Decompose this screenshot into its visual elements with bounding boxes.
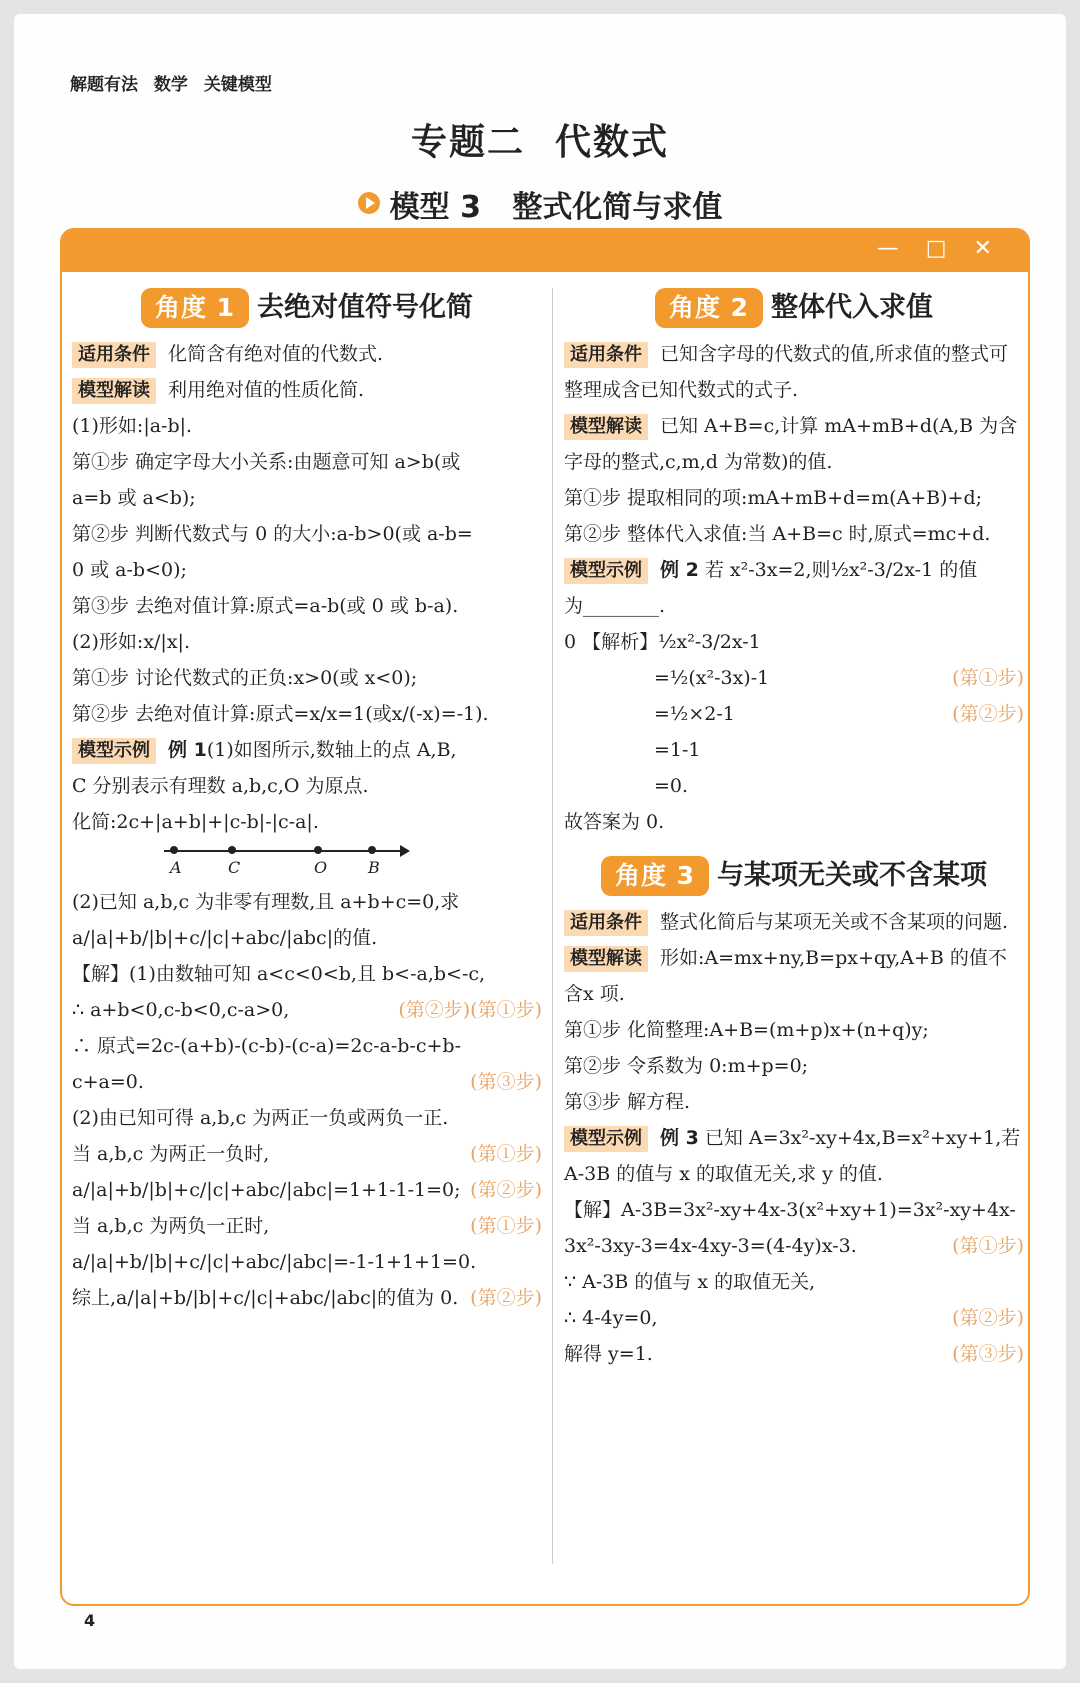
solution-line: 综上,a/|a|+b/|b|+c/|c|+abc/|abc|的值为 0.	[72, 1287, 459, 1309]
text-line: 第③步 去绝对值计算:原式=a-b(或 0 或 b-a).	[72, 595, 459, 617]
solution-line: 当 a,b,c 为两负一正时, (第①步)	[72, 1215, 542, 1237]
text-line: 第②步 判断代数式与 0 的大小:a-b>0(或 a-b=	[72, 523, 473, 545]
read3-text: 形如:A=mx+ny,B=px+qy,A+B 的值不含x 项.	[564, 947, 1007, 1005]
solution-line: ∴ 原式=2c-(a+b)-(c-b)-(c-a)=2c-a-b-c+b-	[72, 1035, 461, 1057]
column-divider	[552, 288, 553, 1564]
answer-line: 故答案为 0.	[564, 811, 665, 833]
page-number: 4	[84, 1611, 96, 1630]
solution-line: =½(x²-3x)-1 (第①步)	[654, 667, 1024, 689]
content-window	[60, 228, 1030, 1606]
angle3-title: 与某项无关或不含某项	[717, 860, 988, 891]
text-line: 第②步 整体代入求值:当 A+B=c 时,原式=mc+d.	[564, 523, 991, 545]
angle3-heading	[564, 856, 1024, 896]
cond-tag: 适用条件	[564, 342, 648, 368]
solution-line: a/|a|+b/|b|+c/|c|+abc/|abc|=1+1-1-1=0; (第②步)	[72, 1179, 542, 1201]
point-o	[314, 846, 322, 854]
cond-tag: 适用条件	[72, 342, 156, 368]
label-c: C	[228, 858, 241, 877]
cond-tag: 适用条件	[564, 910, 648, 936]
page	[14, 14, 1066, 1669]
angle1-heading	[72, 288, 542, 328]
text-line: (2)已知 a,b,c 为非零有理数,且 a+b+c=0,求	[72, 891, 460, 913]
label-a: A	[170, 858, 182, 877]
text-line: 化简:2c+|a+b|+|c-b|-|c-a|.	[72, 811, 319, 833]
text-line: 第①步 提取相同的项:mA+mB+d=m(A+B)+d;	[564, 487, 983, 509]
solution-line: c+a=0. (第③步)	[72, 1071, 542, 1093]
text-line: 第②步 去绝对值计算:原式=x/x=1(或x/(-x)=-1).	[72, 703, 489, 725]
angle2-heading	[564, 288, 1024, 328]
text-line: (1)形如:|a-b|.	[72, 415, 193, 437]
example2-text: 若 x²-3x=2,则½x²-3/2x-1 的值	[704, 559, 978, 581]
arrow-right-icon	[400, 845, 410, 857]
text-line: a=b 或 a<b);	[72, 487, 196, 509]
solution-line: ∵ A-3B 的值与 x 的取值无关,	[564, 1271, 816, 1293]
topic-name: 代数式	[555, 122, 670, 163]
example3-label: 例 3	[660, 1127, 699, 1149]
model-name: 整式化简与求值	[512, 190, 723, 225]
angle1-badge: 角度 1	[141, 288, 249, 328]
right-column	[564, 272, 1024, 1372]
angle2-title: 整体代入求值	[771, 292, 934, 323]
example1-label: 例 1	[168, 739, 207, 761]
cond-text: 化简含有绝对值的代数式.	[168, 343, 384, 365]
book-header: 解题有法 数学 关键模型	[70, 75, 272, 95]
cond3-text: 整式化简后与某项无关或不含某项的问题.	[660, 911, 1009, 933]
text-line: 第①步 确定字母大小关系:由题意可知 a>b(或	[72, 451, 461, 473]
window-controls-icon: — □ ✕	[876, 236, 1002, 261]
text-line: (2)形如:x/|x|.	[72, 631, 190, 653]
example3-text: 已知 A=3x²-xy+4x,B=x²+xy+1,若 A-3B 的值与 x 的取值无关,求 y 的值.	[564, 1127, 1021, 1185]
solution-line: ∴ 4-4y=0, (第②步)	[564, 1307, 1024, 1329]
model-title	[14, 182, 1066, 226]
point-c	[228, 846, 236, 854]
example-tag: 模型示例	[564, 558, 648, 584]
text-line: 为________.	[564, 595, 666, 617]
left-column: 角度 1 去绝对值符号化简 适用条件 化简含有绝对值的代数式. 模型解读 利用绝对值的性质化简. (1)形如:|a-b|. 第①步 确定字母大小关系:由题意可知 a>b(或 a=b 或 a<b); 第②步 判断代数式与 0 的大小:a-b>0(或 a-b= 0 或 a-b<0); 第③步 去绝对值计算:原式=a-b(或 0 或 b-a). (2)形如:x/|x|. 第①步 讨论代数式的正负:x>0(或 x<0); 第②步 去绝对值计算:原式=x/x=1(或x/(-x)=-1). 模型示例 例 1(1)如图所示,数轴上的点 A,B, C 分别表示有理数 a,b,c,O 为原点. 化简:2c+|a+b|+|c-b|-|c-a|. A C O B (2)已知 a,b,c 为非零有理数,且 a+b+c=0,求 a/|a|+b/|b|+c/|c|+abc/|abc|的值. 【解】(1)由数轴可知 a<c<0<b,且 b<-a,b<-c, (第①步) ∴ a+b<0,c-b<0,c-a>0, (第②步) ∴ 原式=2c-(a+b)-(c-b)-(c-a)=2c-a-b-c+b- c+a=0. (第③步) (2)由已知可得 a,b,c 为两正一负或两负一正. 当 a,b,c 为两正一负时, (第①步) a/|a|+b/|b|+c/|c|+abc/|abc|=1+1-1-1=0; (第②步) 当 a,b,c 为两负一正时, (第①步) a/|a|+b/|b|+c/|c|+abc/|abc|=-1-1+1+1=0. (第②步) 综上,a/|a|+b/|b|+c/|c|+abc/|abc|的值为 0.	[72, 272, 542, 1316]
solution-line: 当 a,b,c 为两正一负时, (第①步)	[72, 1143, 542, 1165]
read-tag: 模型解读	[564, 946, 648, 972]
example2-label: 例 2	[660, 559, 699, 581]
topic-number: 专题二	[410, 122, 525, 163]
solution-line: =1-1	[654, 739, 701, 761]
read-tag: 模型解读	[72, 378, 156, 404]
solution-line: 解得 y=1. (第③步)	[564, 1343, 1024, 1365]
text-line: a/|a|+b/|b|+c/|c|+abc/|abc|的值.	[72, 927, 378, 949]
label-b: B	[368, 858, 380, 877]
example-tag: 模型示例	[72, 738, 156, 764]
solution-line: 3x²-3xy-3=4x-4xy-3=(4-4y)x-3. (第①步)	[564, 1235, 1024, 1257]
number-line	[164, 840, 542, 884]
solution-line: 【解】A-3B=3x²-xy+4x-3(x²+xy+1)=3x²-xy+4x-	[564, 1199, 1016, 1221]
read-text: 利用绝对值的性质化简.	[168, 379, 365, 401]
text-line: C 分别表示有理数 a,b,c,O 为原点.	[72, 775, 369, 797]
read-text: 已知 A+B=c,计算 mA+mB+d(A,B 为含字母的整式,c,m,d 为常数)的值.	[564, 415, 1018, 473]
window-title-bar	[62, 230, 1028, 272]
play-icon	[358, 192, 380, 214]
text-line: 第①步 讨论代数式的正负:x>0(或 x<0);	[72, 667, 418, 689]
solution-line: (2)由已知可得 a,b,c 为两正一负或两负一正.	[72, 1107, 449, 1129]
example-tag: 模型示例	[564, 1126, 648, 1152]
angle1-title: 去绝对值符号化简	[257, 292, 474, 323]
solution-line: 【解】(1)由数轴可知 a<c<0<b,且 b<-a,b<-c,	[72, 963, 486, 985]
angle3-badge: 角度 3	[601, 856, 709, 896]
cond-text: 已知含字母的代数式的值,所求值的整式可整理成含已知代数式的式子.	[564, 343, 1009, 401]
model-label: 模型 3	[389, 190, 481, 225]
text-line: 0 或 a-b<0);	[72, 559, 187, 581]
text-line: 第②步 令系数为 0:m+p=0;	[564, 1055, 809, 1077]
text-line: 第③步 解方程.	[564, 1091, 691, 1113]
text-line: 第①步 化简整理:A+B=(m+p)x+(n+q)y;	[564, 1019, 929, 1041]
solution-line: a/|a|+b/|b|+c/|c|+abc/|abc|=-1-1+1+1=0. (第②步)	[72, 1251, 542, 1309]
read-tag: 模型解读	[564, 414, 648, 440]
solution-line: =0.	[654, 775, 689, 797]
example1-text: (1)如图所示,数轴上的点 A,B,	[206, 739, 457, 761]
angle2-badge: 角度 2	[655, 288, 763, 328]
topic-title	[14, 114, 1066, 165]
label-o: O	[314, 858, 328, 877]
solution-line: ∴ a+b<0,c-b<0,c-a>0, (第②步)	[72, 999, 471, 1021]
solution-line: =½×2-1 (第②步)	[654, 703, 1024, 725]
point-a	[170, 846, 178, 854]
solution-line: 0 【解析】½x²-3/2x-1	[564, 631, 761, 653]
point-b	[368, 846, 376, 854]
